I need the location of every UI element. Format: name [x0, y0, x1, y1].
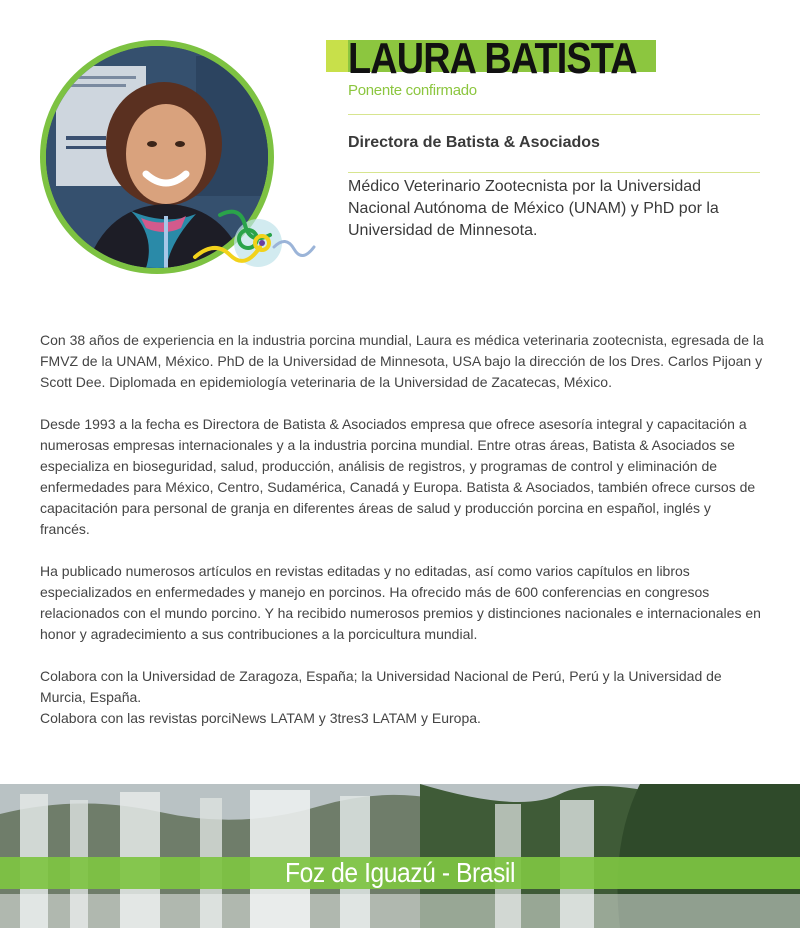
- bio-paragraph: Colabora con la Universidad de Zaragoza, España; la Universidad Nacional de Perú, Perú y la Universidad de Murcia, España.: [40, 668, 722, 705]
- bio-paragraph: Colabora con las revistas porciNews LATAM y 3tres3 LATAM y Europa.: [40, 710, 481, 726]
- speaker-biography: [40, 330, 764, 729]
- banner-location-label: Foz de Iguazú - Brasil: [285, 857, 515, 888]
- speaker-summary: Médico Veterinario Zootecnista por la Universidad Nacional Autónoma de México (UNAM) y PhD por la Universidad de Minnesota.: [348, 178, 719, 239]
- divider: [348, 114, 760, 115]
- bio-paragraph: Ha publicado numerosos artículos en revistas editadas y no editadas, así como varios capítulos en libros especializados en enfermedades y manejo en porcinos. Ha ofrecido más de 600 conferencias en congresos relacionados con el mundo porcino. Y ha recibido numerosos premios y distinciones nacionales e internacionales en honor y agradecimiento a sus contribuciones a la porcicultura mundial.: [40, 563, 761, 642]
- decorative-swirl-graphic: [190, 195, 330, 285]
- speaker-status: Ponente confirmado: [348, 82, 477, 99]
- speaker-name: LAURA BATISTA: [348, 34, 637, 83]
- speaker-role: Directora de Batista & Asociados: [348, 134, 600, 151]
- bio-paragraph: Con 38 años de experiencia en la industria porcina mundial, Laura es médica veterinaria zootecnista, egresada de la FMVZ de la UNAM, México. PhD de la Universidad de Minnesota, USA bajo la dirección de los Dres. Carlos Pijoan y Scott Dee. Diplomada en epidemiología veterinaria de la Universidad de Zacatecas, México.: [40, 332, 764, 390]
- location-banner: [0, 784, 800, 928]
- divider: [348, 172, 760, 173]
- bio-paragraph: Desde 1993 a la fecha es Directora de Batista & Asociados empresa que ofrece asesoría integral y capacitación a numerosas empresas internacionales y a la industria porcina mundial. Entre otras áreas, Batista & Asociados se especializa en bioseguridad, salud, producción, análisis de registros, y programas de control y eliminación de enfermedades para México, Centro, Sudamérica, Canadá y Europa. Batista & Asociados, también ofrece cursos de capacitación para personal de granja en diferentes áreas de salud y producción porcina en español, inglés y francés.: [40, 416, 756, 537]
